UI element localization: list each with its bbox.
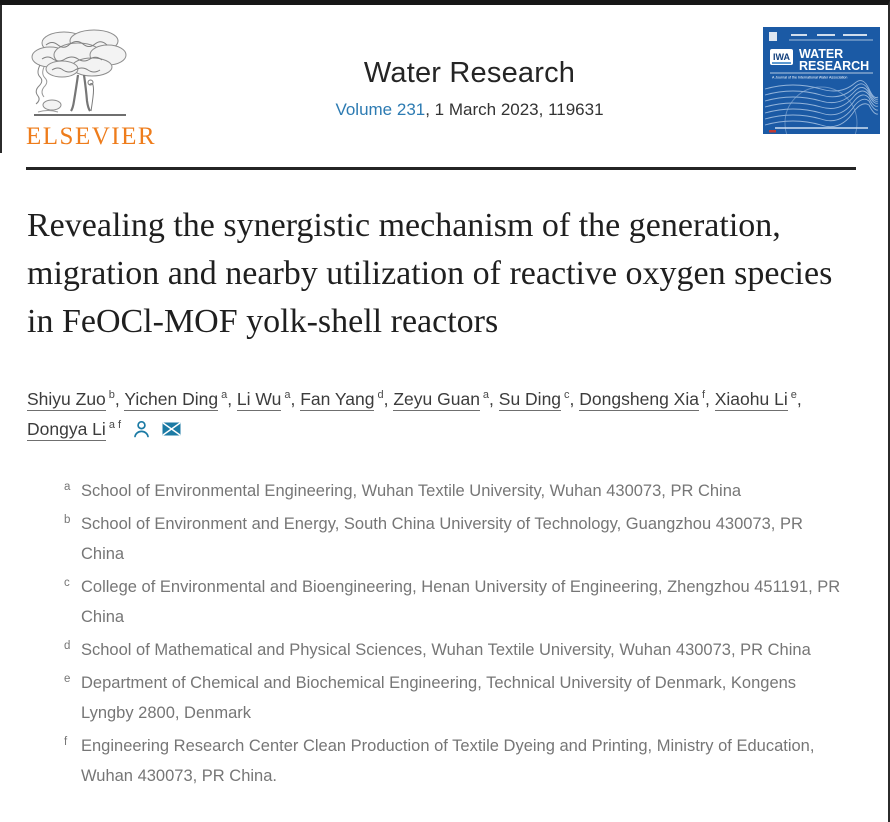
- journal-header: [0, 5, 888, 151]
- affiliation-superscript: c: [64, 577, 70, 589]
- elsevier-wordmark: ELSEVIER: [26, 123, 157, 150]
- author-superscript: a: [284, 389, 291, 402]
- affiliation-text: School of Environmental Engineering, Wuhan Textile University, Wuhan 430073, PR China: [81, 482, 742, 500]
- cover-journal-name-2: RESEARCH: [799, 59, 870, 73]
- affiliation-item: [64, 572, 841, 632]
- affiliation-superscript: d: [64, 640, 71, 652]
- affiliation-item: [64, 731, 841, 791]
- author-separator: ,: [227, 389, 237, 409]
- author-separator: ,: [796, 389, 802, 409]
- author-link[interactable]: Fan Yang: [300, 389, 375, 409]
- header-divider: [26, 167, 856, 170]
- author-link[interactable]: Su Ding: [498, 389, 562, 409]
- elsevier-logo: [26, 25, 176, 151]
- cover-journal-name-1: WATER: [799, 47, 844, 61]
- author-separator: ,: [114, 389, 125, 409]
- affiliation-item: [64, 668, 841, 728]
- window-border-left: [0, 5, 2, 153]
- author-link[interactable]: Xiaohu Li: [714, 389, 788, 409]
- journal-header-center: [176, 25, 763, 120]
- author-link[interactable]: Li Wu: [236, 389, 282, 409]
- author-icon-group: [133, 420, 181, 438]
- author-superscript: b: [108, 389, 115, 402]
- author-superscript: c: [564, 389, 570, 402]
- affiliation-text: College of Environmental and Bioengineering, Henan University of Engineering, Zhengzhou 451191, PR China: [81, 578, 841, 626]
- affiliation-text: Department of Chemical and Biochemical Engineering, Technical University of Denmark, Kongens Lyngby 2800, Denmark: [81, 674, 797, 722]
- volume-issue-line: [176, 100, 763, 120]
- journal-cover[interactable]: [763, 27, 880, 134]
- author-link[interactable]: Yichen Ding: [124, 389, 219, 409]
- affiliation-superscript: e: [64, 673, 71, 685]
- author-superscript: a: [482, 389, 490, 402]
- author-separator: ,: [569, 389, 580, 409]
- author-line: [27, 384, 827, 444]
- affiliation-item: [64, 635, 841, 665]
- email-icon[interactable]: [162, 422, 181, 436]
- cover-subtitle: A Journal of the International Water Association: [772, 75, 848, 80]
- author-separator: ,: [489, 389, 499, 409]
- author-superscript: d: [377, 389, 384, 402]
- author-link[interactable]: Dongsheng Xia: [579, 389, 699, 409]
- author-separator: ,: [705, 389, 715, 409]
- affiliation-text: School of Environment and Energy, South China University of Technology, Guangzhou 430073, PR China: [81, 515, 803, 563]
- affiliation-superscript: b: [64, 514, 71, 526]
- author-profile-icon[interactable]: [133, 420, 150, 438]
- author-superscript: f: [701, 389, 706, 402]
- author-link[interactable]: Shiyu Zuo: [27, 389, 106, 409]
- author-separator: ,: [290, 389, 301, 409]
- affiliation-text: Engineering Research Center Clean Production of Textile Dyeing and Printing, Ministry of Education, Wuhan 430073, PR China.: [81, 737, 815, 785]
- volume-link[interactable]: Volume 231: [335, 100, 426, 119]
- author-link[interactable]: Zeyu Guan: [393, 389, 480, 409]
- journal-title: Water Research: [363, 57, 576, 89]
- author-superscript: a f: [108, 419, 122, 432]
- article-title: Revealing the synergistic mechanism of the generation, migration and nearby utilization of reactive oxygen species in FeOCl-MOF yolk-shell reactors: [27, 207, 833, 340]
- author-separator: ,: [383, 389, 394, 409]
- affiliation-item: [64, 509, 841, 569]
- affiliation-superscript: a: [64, 481, 71, 493]
- affiliation-text: School of Mathematical and Physical Sciences, Wuhan Textile University, Wuhan 430073, PR China: [81, 641, 811, 659]
- affiliation-list: [64, 476, 842, 791]
- affiliation-item: [64, 476, 841, 506]
- elsevier-tree-icon: [26, 25, 134, 121]
- author-link[interactable]: Dongya Li: [27, 419, 106, 439]
- author-superscript: a: [221, 389, 228, 402]
- issue-info: , 1 March 2023, 119631: [425, 100, 604, 119]
- svg-text:IWA: IWA: [773, 52, 790, 62]
- affiliation-superscript: f: [64, 736, 68, 748]
- cover-iwa-logo: [770, 49, 793, 65]
- author-superscript: e: [790, 389, 797, 402]
